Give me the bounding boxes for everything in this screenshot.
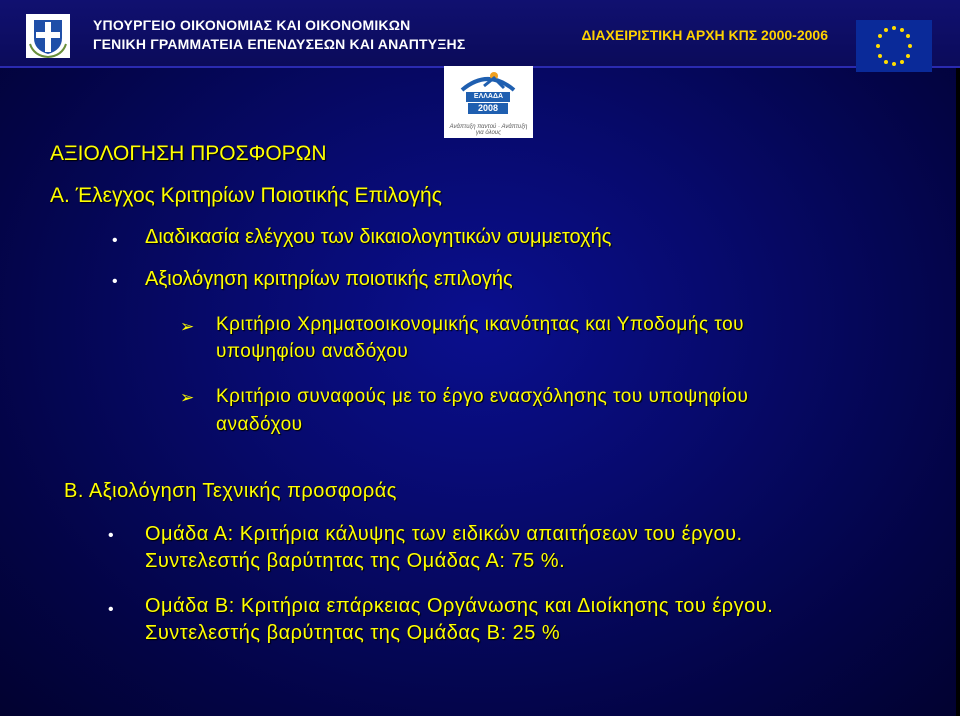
right-edge: [956, 68, 960, 716]
list-item: Διαδικασία ελέγχου των δικαιολογητικών συμμετοχής: [145, 226, 612, 248]
page-title: ΑΞΙΟΛΟΓΗΣΗ ΠΡΟΣΦΟΡΩΝ: [50, 142, 327, 165]
logo-year: 2008: [468, 103, 508, 114]
header-secretariat: ΓΕΝΙΚΗ ΓΡΑΜΜΑΤΕΙΑ ΕΠΕΝΔΥΣΕΩΝ ΚΑΙ ΑΝΑΠΤΥΞΗΣ: [93, 36, 466, 52]
section-b-heading: Β. Αξιολόγηση Τεχνικής προσφοράς: [64, 480, 397, 502]
criterion-1-line1: Κριτήριο Χρηματοοικονομικής ικανότητας και Υποδομής του: [216, 314, 745, 335]
logo-tagline: Ανάπτυξη παντού · Ανάπτυξη για όλους: [449, 124, 528, 136]
bullet-icon: •: [108, 601, 114, 618]
section-a-heading: Α. Έλεγχος Κριτηρίων Ποιοτικής Επιλογής: [50, 184, 442, 207]
group-a-line2: Συντελεστής βαρύτητας της Ομάδας Α: 75 %.: [145, 550, 566, 572]
bullet-icon: •: [112, 232, 118, 249]
header-authority: ΔΙΑΧΕΙΡΙΣΤΙΚΗ ΑΡΧΗ ΚΠΣ 2000-2006: [581, 27, 828, 43]
logo-band-text: ΕΛΛΑΔΑ: [473, 93, 504, 100]
group-b-line1: Ομάδα Β: Κριτήρια επάρκειας Οργάνωσης και Διοίκησης του έργου.: [145, 595, 774, 617]
arrow-bullet-icon: ➢: [180, 388, 195, 407]
group-a-line1: Ομάδα Α: Κριτήρια κάλυψης των ειδικών απαιτήσεων του έργου.: [145, 523, 743, 545]
bullet-icon: •: [112, 273, 118, 290]
bullet-icon: •: [108, 527, 114, 544]
criterion-2-line2: αναδόχου: [216, 414, 303, 435]
criterion-2-line1: Κριτήριο συναφούς με το έργο ενασχόλησης του υποψηφίου: [216, 386, 749, 407]
list-item: Αξιολόγηση κριτηρίων ποιοτικής επιλογής: [145, 268, 513, 290]
header-ministry: ΥΠΟΥΡΓΕΙΟ ΟΙΚΟΝΟΜΙΑΣ ΚΑΙ ΟΙΚΟΝΟΜΙΚΩΝ: [93, 17, 411, 33]
arrow-bullet-icon: ➢: [180, 317, 195, 336]
group-b-line2: Συντελεστής βαρύτητας της Ομάδας Β: 25 %: [145, 622, 561, 644]
eu-flag-icon: [856, 20, 932, 72]
greek-emblem-icon: [26, 14, 70, 58]
criterion-1-line2: υποψηφίου αναδόχου: [216, 341, 409, 362]
greece-2008-logo: [444, 66, 533, 138]
